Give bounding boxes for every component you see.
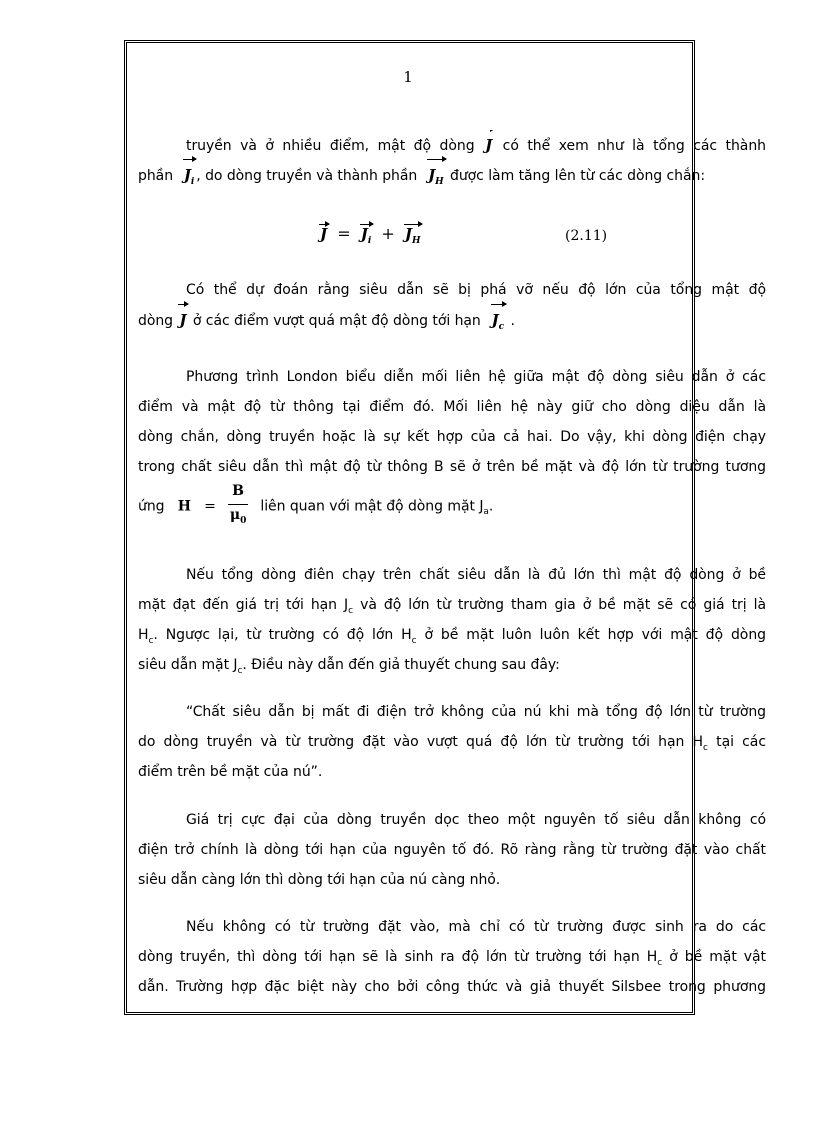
text-line: ứng H = $\frac{B}{\mu_0}$ liên quan với mật độ dòng mặt $J_a$. [138,482,766,530]
vector-Ji: $J_i$ [182,160,196,197]
text-span: được làm tăng lên từ các dòng chắn: [450,168,706,184]
page-number: 1 [403,68,413,86]
text-line: dòng J ở các điểm vượt quá mật độ dòng tới hạn $J_c$ . [138,305,766,335]
text-line: “Chất siêu dẫn bị mất đi điện trở không của nú khi mà tổng độ lớn từ trường [186,704,766,720]
vector-J: J [483,130,494,160]
text-span: truyền và ở nhiều điểm, mật độ dòng [186,138,475,154]
text-line: Giá trị cực đại của dòng truyền dọc theo một nguyên tố siêu dẫn không có [186,812,766,828]
text-line: điểm và mật độ từ thông tại điểm đó. Mối liên hệ này giữ cho dòng diệu dẫn là [138,399,766,415]
text-line [138,160,766,190]
paragraph-5-quote [138,697,766,787]
plus-sign: + [381,224,395,243]
text-line: Phương trình London biểu diễn mối liên hệ giữa mật độ dòng siêu dẫn ở các [186,369,766,385]
text-line: do dòng truyền và từ trường đặt vào vượt quá độ lớn từ trường tới hạn $H_c$ tại các [138,734,766,753]
text-line: điện trở chính là dòng tới hạn của nguyên tố đó. Rõ ràng rằng từ trường đặt vào chất [138,842,766,858]
text-line: dẫn. Trường hợp đặc biệt này cho bởi công thức và giả thuyết Silsbee trong phương [138,979,766,995]
equation-number: (2.11) [565,228,608,244]
text-line: $H_c$. Ngược lại, từ trường có độ lớn $H_c$ ở bề mặt luôn luôn kết hợp với mật độ dòng [138,627,766,646]
equals-sign: = [337,224,351,243]
text-line: siêu dẫn càng lớn thì dòng tới hạn của nú càng nhỏ. [138,872,501,888]
formula-2-11 [318,224,422,246]
text-span: phần [138,168,174,184]
text-line: Nếu không có từ trường đặt vào, mà chỉ có từ trường được sinh ra do các [186,919,766,935]
vector-J: J [177,305,188,335]
text-line: trong chất siêu dẫn thì mật độ từ thông B sẽ ở trên bề mặt và độ lớn từ trường tương [138,459,766,475]
paragraph-7 [138,912,766,1002]
vector-JH: $J_H$ [426,160,446,197]
text-line [138,130,766,160]
text-line: dòng truyền, thì dòng tới hạn sẽ là sinh ra độ lớn từ trường tới hạn $H_c$ ở bề mặt vật [138,949,766,968]
text-line: điểm trên bề mặt của nú”. [138,764,323,780]
vector-J: J [320,225,328,243]
text-line: Có thể dự đoán rằng siêu dẫn sẽ bị phá vỡ nếu độ lớn của tổng mật độ [186,282,766,298]
fraction-B-over-mu0: $\frac{B}{\mu_0}$ [229,483,247,526]
text-span: , do dòng truyền và thành phần [196,168,418,184]
paragraph-2 [138,275,766,335]
symbol-H: H [177,498,191,515]
paragraph-3 [138,362,766,530]
paragraph-4 [138,560,766,680]
vector-Ji: $J_i$ [360,225,372,246]
paragraph-6 [138,805,766,895]
text-line: dòng chắn, dòng truyền hoặc là sự kết hợp của cả hai. Do vậy, khi dòng điện chạy [138,429,766,445]
vector-Jc: $J_c$ [490,305,507,342]
text-line: mặt đạt đến giá trị tới hạn $J_c$ và độ lớn từ trường tham gia ở bề mặt sẽ có giá trị là [138,597,766,616]
text-span: có thể xem như là tổng các thành [502,138,766,154]
vector-JH: $J_H$ [404,225,421,246]
text-line: Nếu tổng dòng điên chạy trên chất siêu dẫn là đủ lớn thì mật độ dòng ở bề [186,567,766,583]
text-line: siêu dẫn mặt $J_c$. Điều này dẫn đến giả thuyết chung sau đây: [138,657,560,676]
paragraph-1 [138,130,766,190]
